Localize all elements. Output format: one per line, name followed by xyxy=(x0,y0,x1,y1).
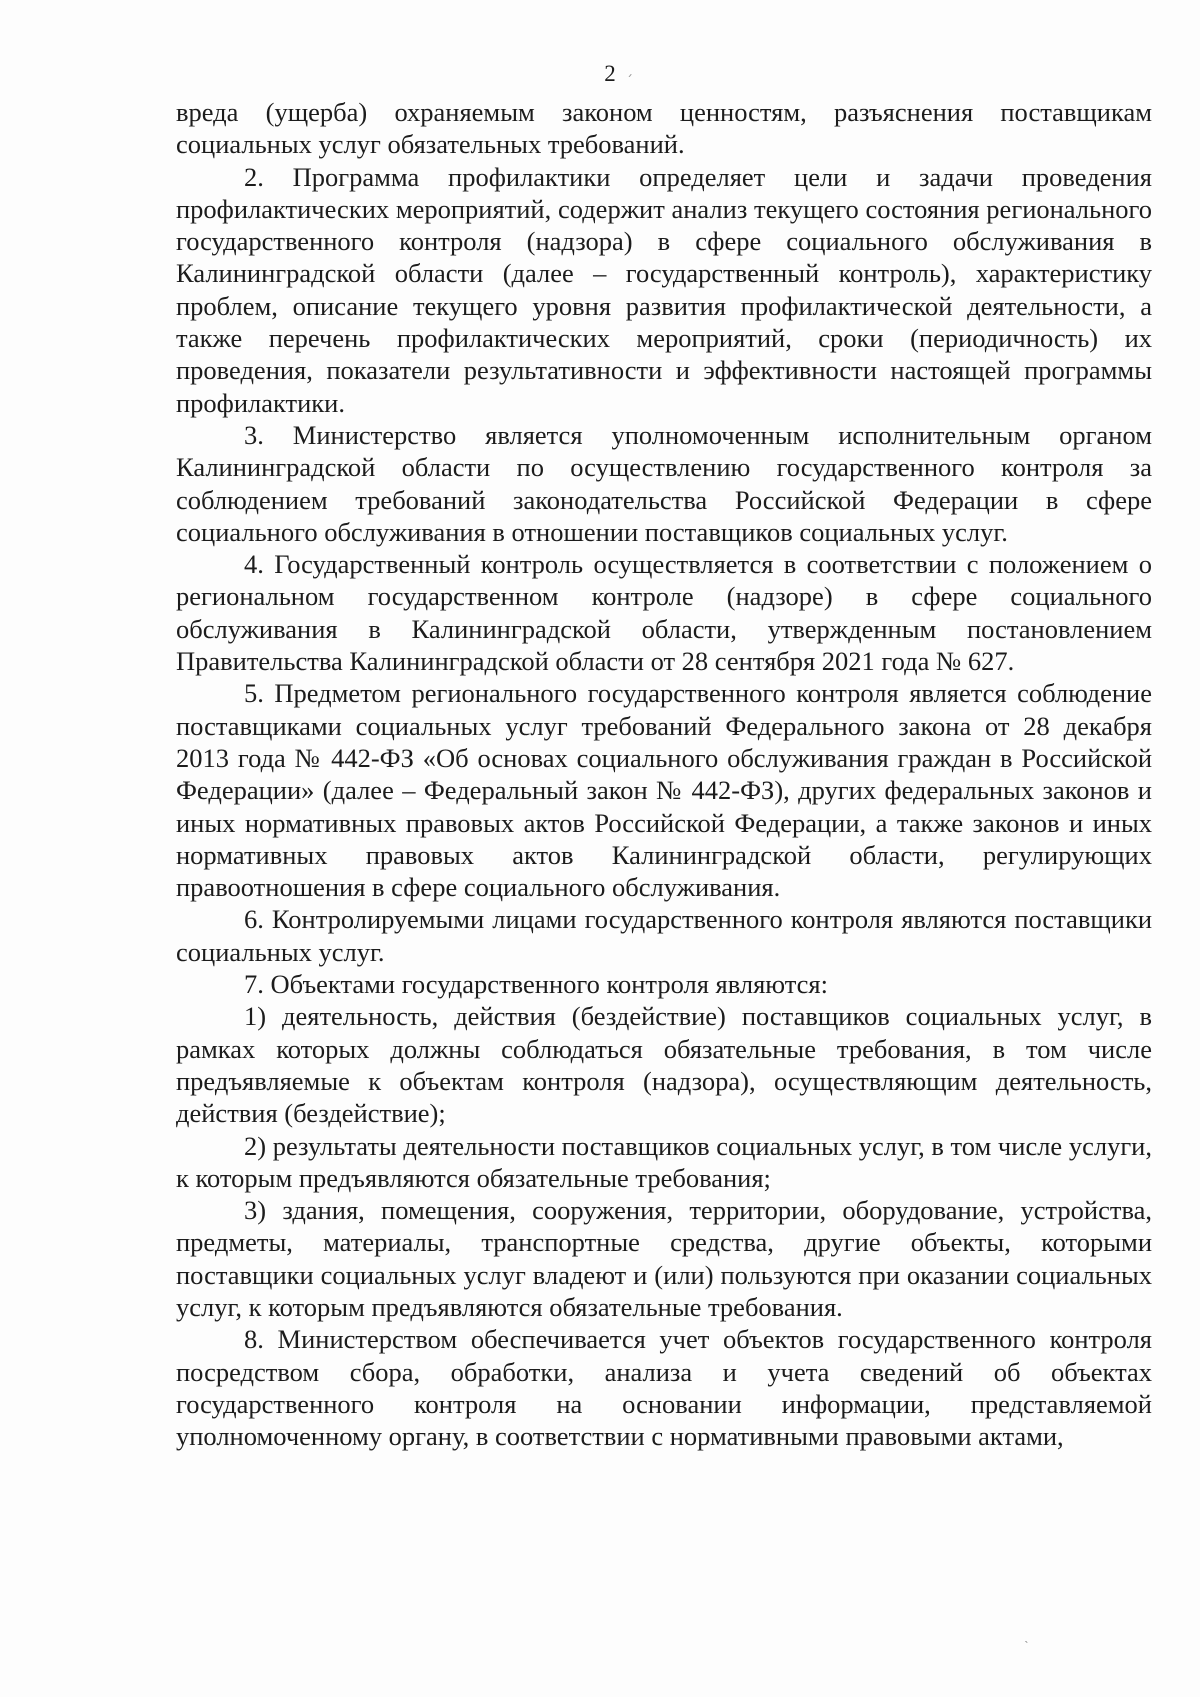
page-number: 2 xyxy=(604,61,616,86)
paragraph-item-7: 7. Объектами государственного контроля являются: xyxy=(244,969,828,1000)
paragraph-item-3: 3. Министерство является уполномоченным исполнительным органом Калининградской области по осуществлению государственного контроля за соблюдением требований законодательства Российской Федерации в сфере социального обслуживания в отношении поставщиков социальных услуг. xyxy=(176,419,1152,547)
paragraph-item-6: 6. Контролируемыми лицами государственного контроля являются поставщики социальных услуг. xyxy=(176,904,1152,967)
scan-speck: ˊ xyxy=(626,74,633,90)
document-body xyxy=(176,96,1152,1452)
subitem-7-3: 3) здания, помещения, сооружения, территории, оборудование, устройства, предметы, материалы, транспортные средства, другие объекты, которыми поставщики социальных услуг владеют и (или) пользуются при оказании социальных услуг, к которым предъявляются обязательные требования. xyxy=(176,1195,1152,1322)
paragraph-item-4: 4. Государственный контроль осуществляется в соответствии с положением о региональном государственном контроле (надзоре) в сфере социального обслуживания в Калининградской области, утвержденным постановлением Правительства Калининградской области от 28 сентября 2021 года № 627. xyxy=(176,549,1152,677)
paragraph-continuation: вреда (ущерба) охраняемым законом ценностям, разъяснения поставщикам социальных услуг обязательных требований. xyxy=(176,97,1152,160)
subitem-7-1: 1) деятельность, действия (бездействие) поставщиков социальных услуг, в рамках которых должны соблюдаться обязательные требования, в том числе предъявляемые к объектам контроля (надзора), осуществляющим деятельность, действия (бездействие); xyxy=(176,1001,1152,1129)
subitem-7-2: 2) результаты деятельности поставщиков социальных услуг, в том числе услуги, к которым предъявляются обязательные требования; xyxy=(176,1130,1152,1193)
paragraph-item-5: 5. Предметом регионального государственного контроля является соблюдение поставщиками социальных услуг требований Федерального закона от 28 декабря 2013 года № 442-ФЗ «Об основах социального обслуживания граждан в Российской Федерации» (далее – Федеральный закон № 442-ФЗ), других федеральных законов и иных нормативных правовых актов Российской Федерации, а также законов и иных нормативных правовых актов Калининградской области, регулирующих правоотношения в сфере социального обслуживания. xyxy=(176,678,1152,903)
paragraph-item-8: 8. Министерством обеспечивается учет объектов государственного контроля посредством сбора, обработки, анализа и учета сведений об объектах государственного контроля на основании информации, представляемой уполномоченному органу, в соответствии с нормативными правовыми актами, xyxy=(176,1324,1152,1452)
scan-speck: ˴ xyxy=(1024,1633,1029,1649)
paragraph-item-2: 2. Программа профилактики определяет цели и задачи проведения профилактических мероприятий, содержит анализ текущего состояния регионального государственного контроля (надзора) в сфере социального обслуживания в Калининградской области (далее – государственный контроль), характеристику проблем, описание текущего уровня развития профилактической деятельности, а также перечень профилактических мероприятий, сроки (периодичность) их проведения, показатели результативности и эффективности настоящей программы профилактики. xyxy=(176,161,1152,418)
